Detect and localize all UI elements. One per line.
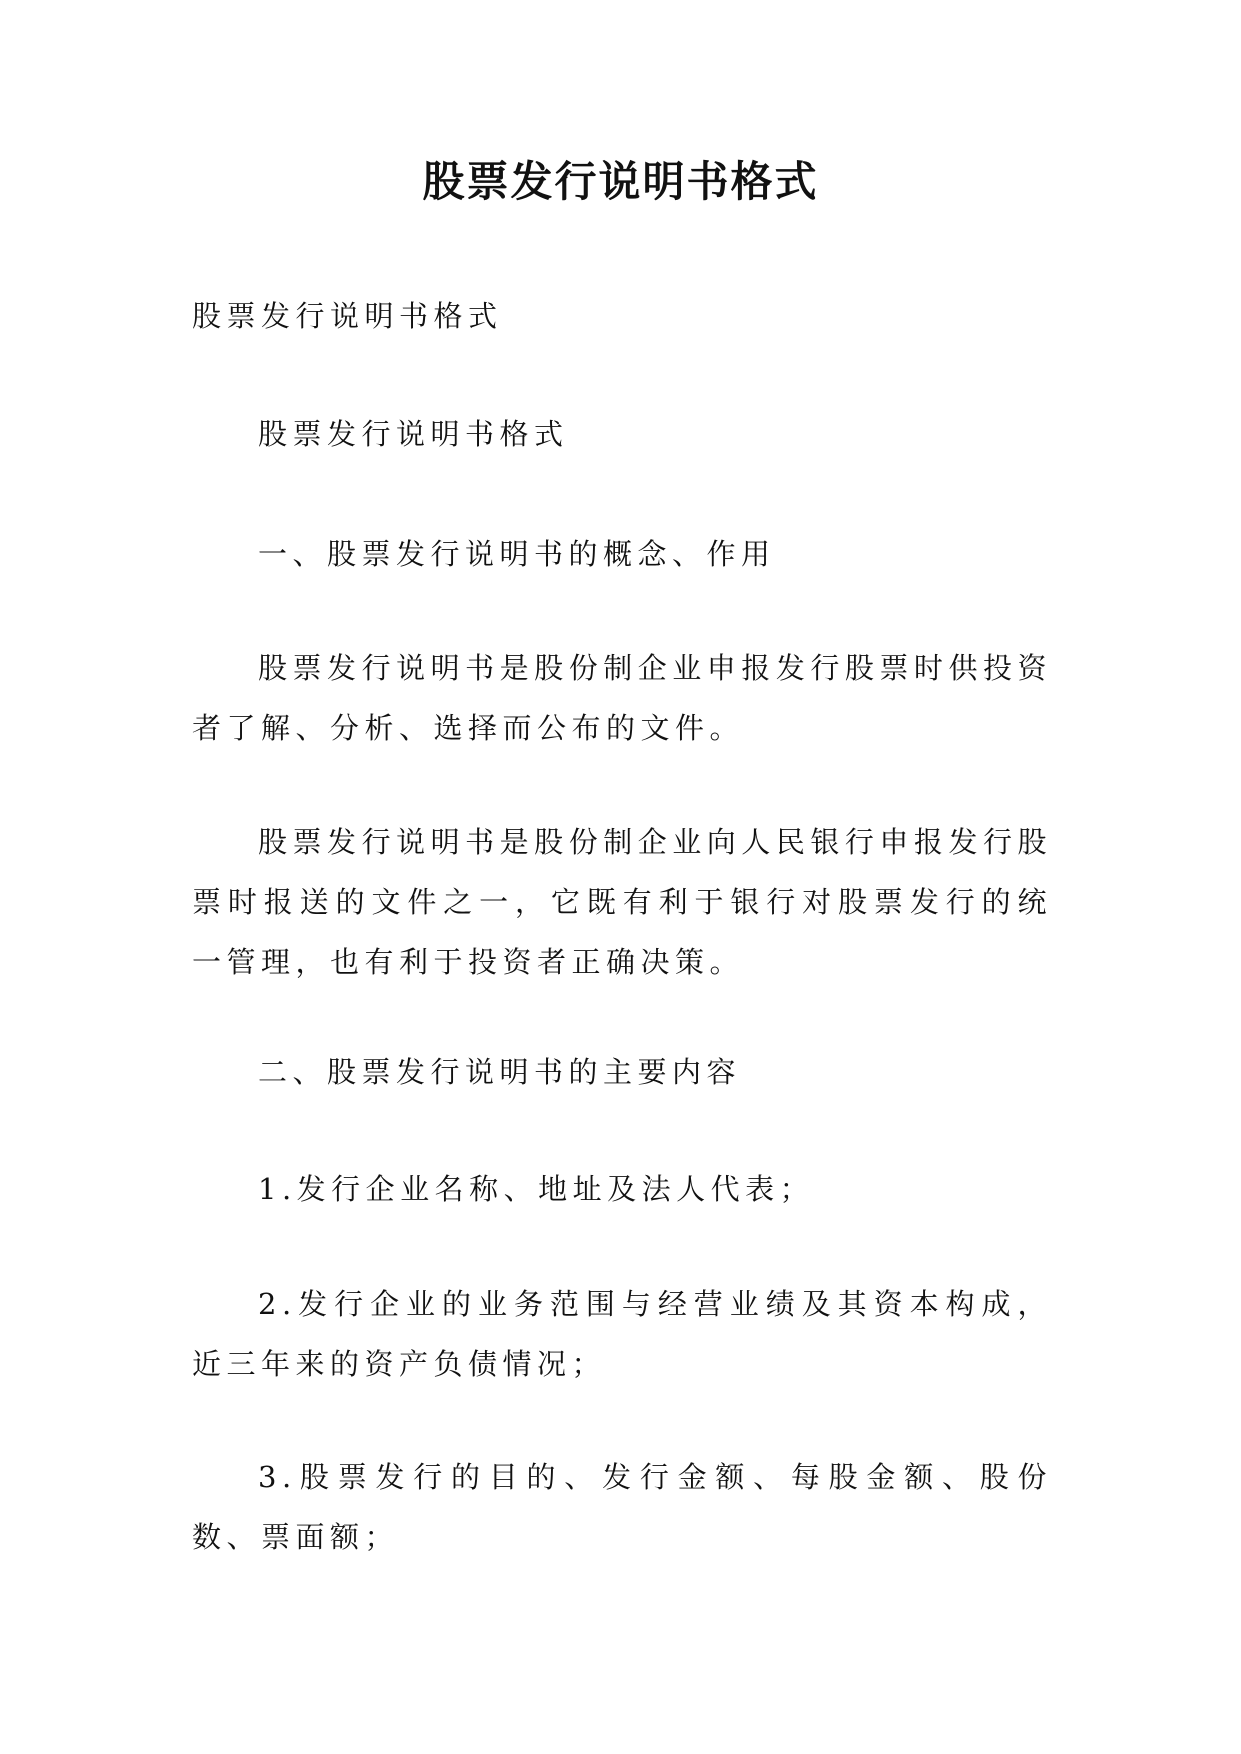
paragraph-heading: 股票发行说明书格式 [258, 417, 569, 451]
list-item-2: 2.发行企业的业务范围与经营业绩及其资本构成，近三年来的资产负债情况； [192, 1287, 1052, 1381]
section-heading-concept: 一、股票发行说明书的概念、作用 [258, 537, 776, 571]
paragraph-subtitle: 股票发行说明书格式 [192, 299, 503, 333]
section-heading-contents: 二、股票发行说明书的主要内容 [258, 1055, 742, 1089]
list-item-3: 3.股票发行的目的、发行金额、每股金额、股份数、票面额； [192, 1460, 1052, 1554]
paragraph-definition: 股票发行说明书是股份制企业申报发行股票时供投资者了解、分析、选择而公布的文件。 [192, 651, 1052, 745]
paragraph-purpose: 股票发行说明书是股份制企业向人民银行申报发行股票时报送的文件之一，它既有利于银行对股票发行的统一管理，也有利于投资者正确决策。 [192, 825, 1052, 979]
list-item-1: 1.发行企业名称、地址及法人代表； [258, 1172, 815, 1206]
document-title: 股票发行说明书格式 [422, 157, 819, 206]
